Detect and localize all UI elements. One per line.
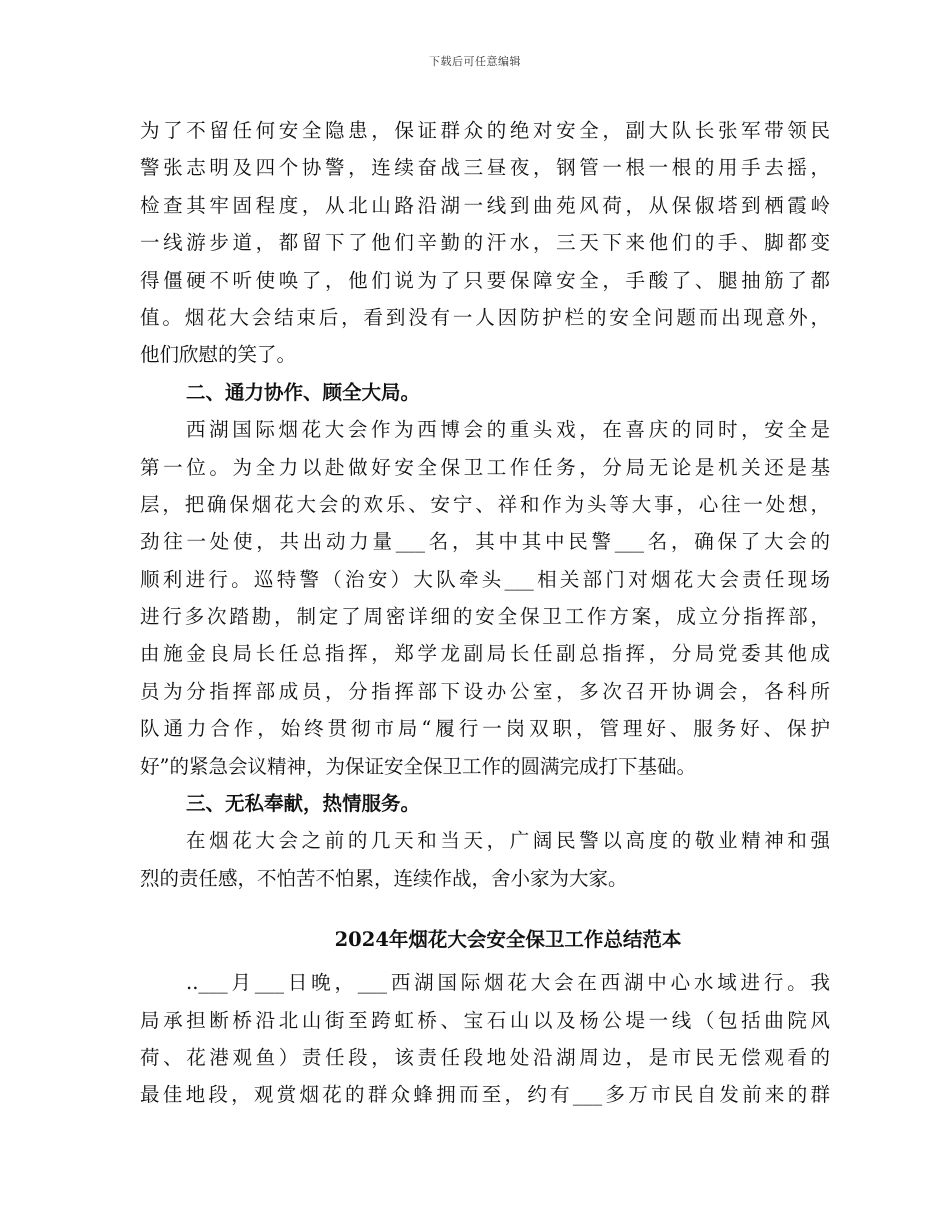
text-line: 局承担断桥沿北山街至跨虹桥、宝石山以及杨公堤一线（包括曲院风 [140,1008,830,1032]
text-line: 烈的责任感，不怕苦不怕累，连续作战，舍小家为大家。 [140,866,628,890]
text-line: 第一位。为全力以赴做好安全保卫工作任务，分局无论是机关还是基 [140,455,830,479]
text-line: 员为分指挥部成员，分指挥部下设办公室，多次召开协调会，各科所 [140,679,830,703]
text-line: 一线游步道，都留下了他们辛勤的汗水，三天下来他们的手、脚都变 [140,231,830,255]
text-line: 西湖国际烟花大会作为西博会的重头戏，在喜庆的同时，安全是 [186,418,830,442]
text-line: 他们欣慰的笑了。 [140,343,297,367]
text-line: 在烟花大会之前的几天和当天，广阔民警以高度的敬业精神和强 [186,829,830,853]
section-heading: 三、无私奉献，热情服务。 [186,792,421,816]
text-line: 顺利进行。巡特警（治安）大队牵头___相关部门对烟花大会责任现场 [140,567,830,591]
document-body [140,112,830,1114]
text-line: ..___月___日晚，___西湖国际烟花大会在西湖中心水域进行。我 [186,971,830,995]
text-line: 进行多次踏勘，制定了周密详细的安全保卫工作方案，成立分指挥部， [140,605,830,629]
text-line: 荷、花港观鱼）责任段，该责任段地处沿湖周边，是市民无偿观看的 [140,1045,830,1069]
text-line: 警张志明及四个协警，连续奋战三昼夜，钢管一根一根的用手去摇， [140,156,830,180]
document-title: 2024年烟花大会安全保卫工作总结范本 [334,928,682,952]
page-header-note: 下载后可任意编辑 [429,55,521,68]
text-line: 为了不留任何安全隐患，保证群众的绝对安全，副大队长张军带领民 [140,119,830,142]
text-line: 值。烟花大会结束后，看到没有一人因防护栏的安全问题而出现意外， [140,305,830,329]
text-line: 劲往一处使，共出动力量___名，其中其中民警___名，确保了大会的 [140,530,830,554]
paragraph [140,112,830,374]
text-line: 得僵硬不听使唤了，他们说为了只要保障安全，手酸了、腿抽筋了都 [140,268,830,292]
text-line: 好”的紧急会议精神，为保证安全保卫工作的圆满完成打下基础。 [140,754,696,778]
section-heading: 二、通力协作、顾全大局。 [186,380,421,404]
text-line: 最佳地段，观赏烟花的群众蜂拥而至，约有___多万市民自发前来的群 [140,1083,830,1107]
paragraph [140,964,830,1114]
text-line: 队通力合作，始终贯彻市局“履行一岗双职，管理好、服务好、保护 [140,717,830,741]
paragraph [140,411,830,785]
text-line: 检查其牢固程度，从北山路沿湖一线到曲苑风荷，从保俶塔到栖霞岭 [140,193,830,217]
text-line: 由施金良局长任总指挥，郑学龙副局长任副总指挥，分局党委其他成 [140,642,830,666]
paragraph [140,822,830,897]
text-line: 层，把确保烟花大会的欢乐、安宁、祥和作为头等大事，心往一处想， [140,492,830,516]
